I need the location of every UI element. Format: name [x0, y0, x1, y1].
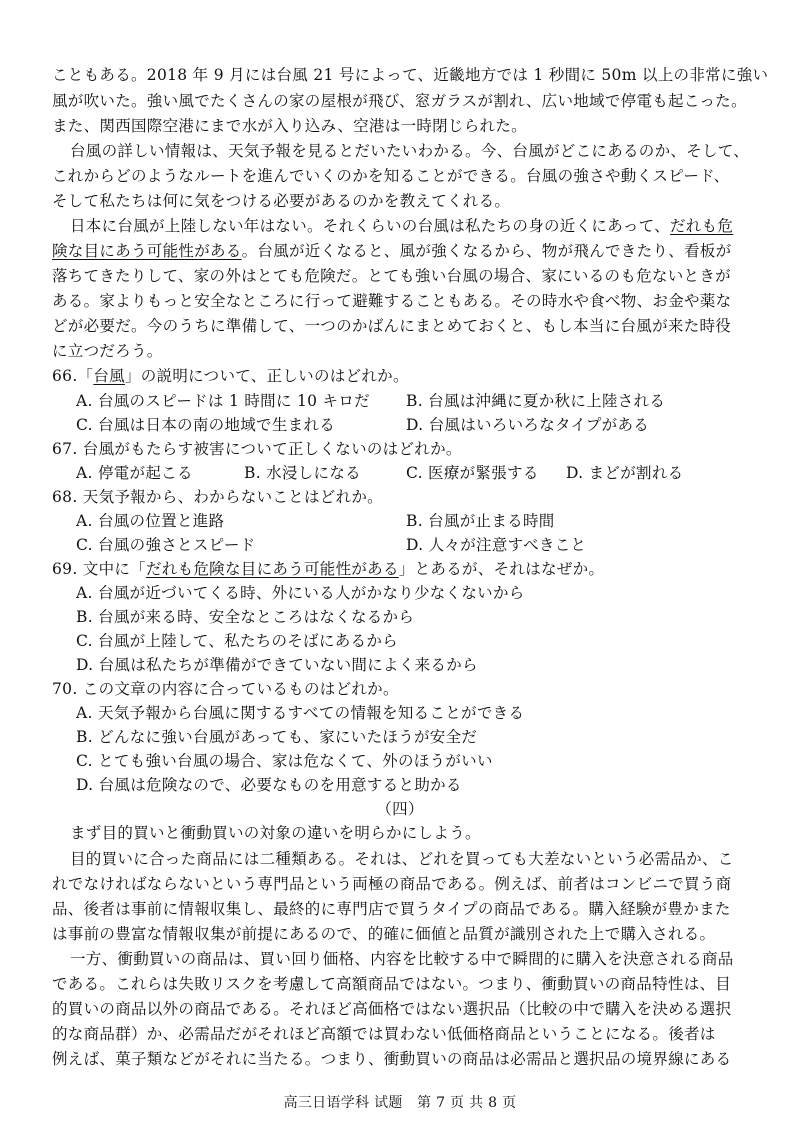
- option-67-c[interactable]: C. 医療が緊張する: [406, 464, 539, 482]
- passage-line: まず目的買いと衝動買いの対象の違いを明らかにしよう。: [70, 824, 481, 842]
- option-66-d[interactable]: D. 台風はいろいろなタイプがある: [406, 416, 650, 434]
- option-68-d[interactable]: D. 人々が注意すべきこと: [406, 536, 587, 554]
- question-68: 68. 天気予報から、わからないことはどれか。: [52, 488, 383, 506]
- option-70-b[interactable]: B. どんなに強い台風があっても、家にいたほうが安全だ: [76, 728, 478, 746]
- underlined-phrase: 台風: [93, 367, 125, 385]
- passage-line: また、関西国際空港にまで水が入り込み、空港は一時閉じられた。: [52, 117, 527, 135]
- passage-text: 。台風が近くなると、風が強くなるから、物が飛んできたり、看板が: [241, 242, 732, 260]
- question-text: 66.「: [52, 367, 94, 385]
- passage-line: 的な商品群）か、必需品だがそれほど高額では買わない低価格商品ということになる。後者は: [52, 1025, 716, 1043]
- question-66: [52, 365, 800, 387]
- passage-line: である。これらは失敗リスクを考慮して高額商品ではない。つまり、衝動買いの商品特性は、目: [52, 975, 732, 993]
- option-69-c[interactable]: C. 台風が上陸して、私たちのそばにあるから: [76, 632, 398, 650]
- option-68-b[interactable]: B. 台風が止まる時間: [406, 512, 555, 530]
- passage-line: [52, 240, 800, 262]
- passage-line: [70, 215, 800, 237]
- page-footer: 高三日语学科 试题 第 7 页 共 8 页: [283, 1095, 517, 1111]
- option-66-a[interactable]: A. 台風のスピードは 1 時間に 10 キロだ: [76, 392, 370, 410]
- question-text: 」とあるが、それはなぜか。: [398, 560, 605, 578]
- passage-line: 目的買いに合った商品には二種類ある。それは、どれを買っても大差ないという必需品か、こ: [70, 850, 734, 868]
- option-68-c[interactable]: C. 台風の強さとスピード: [76, 536, 256, 554]
- option-68-a[interactable]: A. 台風の位置と進路: [76, 512, 225, 530]
- passage-line: れでなければならないという専門品という両極の商品である。例えば、前者はコンビニで買う商: [52, 875, 732, 893]
- option-69-d[interactable]: D. 台風は私たちが準備ができていない間によく来るから: [76, 656, 478, 674]
- question-67: 67. 台風がもたらす被害について正しくないのはどれか。: [52, 440, 462, 458]
- option-66-b[interactable]: B. 台風は沖縄に夏か秋に上陸される: [406, 392, 666, 410]
- passage-line: は事前の豊富な情報収集が前提にあるので、的確に価値と品質が識別された上で購入される。: [52, 925, 716, 943]
- passage-line: 落ちてきたりして、家の外はとても危険だ。とても強い台風の場合、家にいるのも危ないときが: [52, 267, 731, 285]
- passage-line: ある。家よりもっと安全なところに行って避難することもある。その時水や食べ物、お金や薬な: [52, 292, 732, 310]
- option-69-a[interactable]: A. 台風が近づいてくる時、外にいる人がかなり少なくないから: [76, 584, 525, 602]
- option-67-d[interactable]: D. まどが割れる: [566, 464, 684, 482]
- option-70-a[interactable]: A. 天気予報から台風に関するすべての情報を知ることができる: [76, 704, 525, 722]
- passage-line: 風が吹いた。強い風でたくさんの家の屋根が飛び、窓ガラスが割れ、広い地域で停電も起こった。: [52, 92, 747, 110]
- question-70: 70. この文章の内容に合っているものはどれか。: [52, 680, 399, 698]
- section-heading: （四）: [376, 800, 424, 818]
- passage-line: 例えば、菓子類などがそれに当たる。つまり、衝動買いの商品は必需品と選択品の境界線にある: [52, 1050, 732, 1068]
- underlined-phrase: だれも危: [669, 217, 734, 235]
- question-text: 69. 文中に「: [52, 560, 146, 578]
- question-text: 」の説明について、正しいのはどれか。: [124, 367, 409, 385]
- option-70-d[interactable]: D. 台風は危険なので、必要なものを用意すると助かる: [76, 776, 462, 794]
- passage-line: に立つだろう。: [52, 342, 163, 360]
- passage-line: 的買いの商品以外の商品である。それほど高価格ではない選択品（比較の中で購入を決める選択: [52, 1000, 732, 1018]
- option-66-c[interactable]: C. 台風は日本の南の地域で生まれる: [76, 416, 336, 434]
- passage-line: そして私たちは何に気をつける必要があるのかを教えてくれる。: [52, 192, 511, 210]
- passage-line: 品、後者は事前に情報収集し、最終的に専門店で買うタイプの商品である。購入経験が豊かまた: [52, 900, 731, 918]
- passage-line: 一方、衝動買いの商品は、買い回り価格、内容を比較する中で瞬間的に購入を決意される商品: [70, 950, 734, 968]
- passage-text: 日本に台風が上陸しない年はない。それくらいの台風は私たちの身の近くにあって、: [70, 217, 670, 235]
- question-69: [52, 558, 800, 580]
- passage-line: こともある。2018 年 9 月には台風 21 号によって、近畿地方では 1 秒間に 50m 以上の非常に強い: [52, 66, 769, 84]
- underlined-phrase: だれも危険な目にあう可能性がある: [145, 560, 399, 578]
- option-67-b[interactable]: B. 水浸しになる: [244, 464, 361, 482]
- passage-line: 台風の詳しい情報は、天気予報を見るとだいたいわかる。今、台風がどこにあるのか、そして、: [70, 142, 750, 160]
- passage-line: これからどのようなルートを進んでいくのかを知ることができる。台風の強さや動くスピード、: [52, 167, 730, 185]
- option-70-c[interactable]: C. とても強い台風の場合、家は危なくて、外のほうがいい: [76, 752, 493, 770]
- underlined-phrase: 険な目にあう可能性がある: [52, 242, 242, 260]
- option-69-b[interactable]: B. 台風が来る時、安全なところはなくなるから: [76, 608, 415, 626]
- passage-line: どが必要だ。今のうちに準備して、一つのかばんにまとめておくと、もし本当に台風が来た時役: [52, 317, 732, 335]
- option-67-a[interactable]: A. 停電が起こる: [76, 464, 193, 482]
